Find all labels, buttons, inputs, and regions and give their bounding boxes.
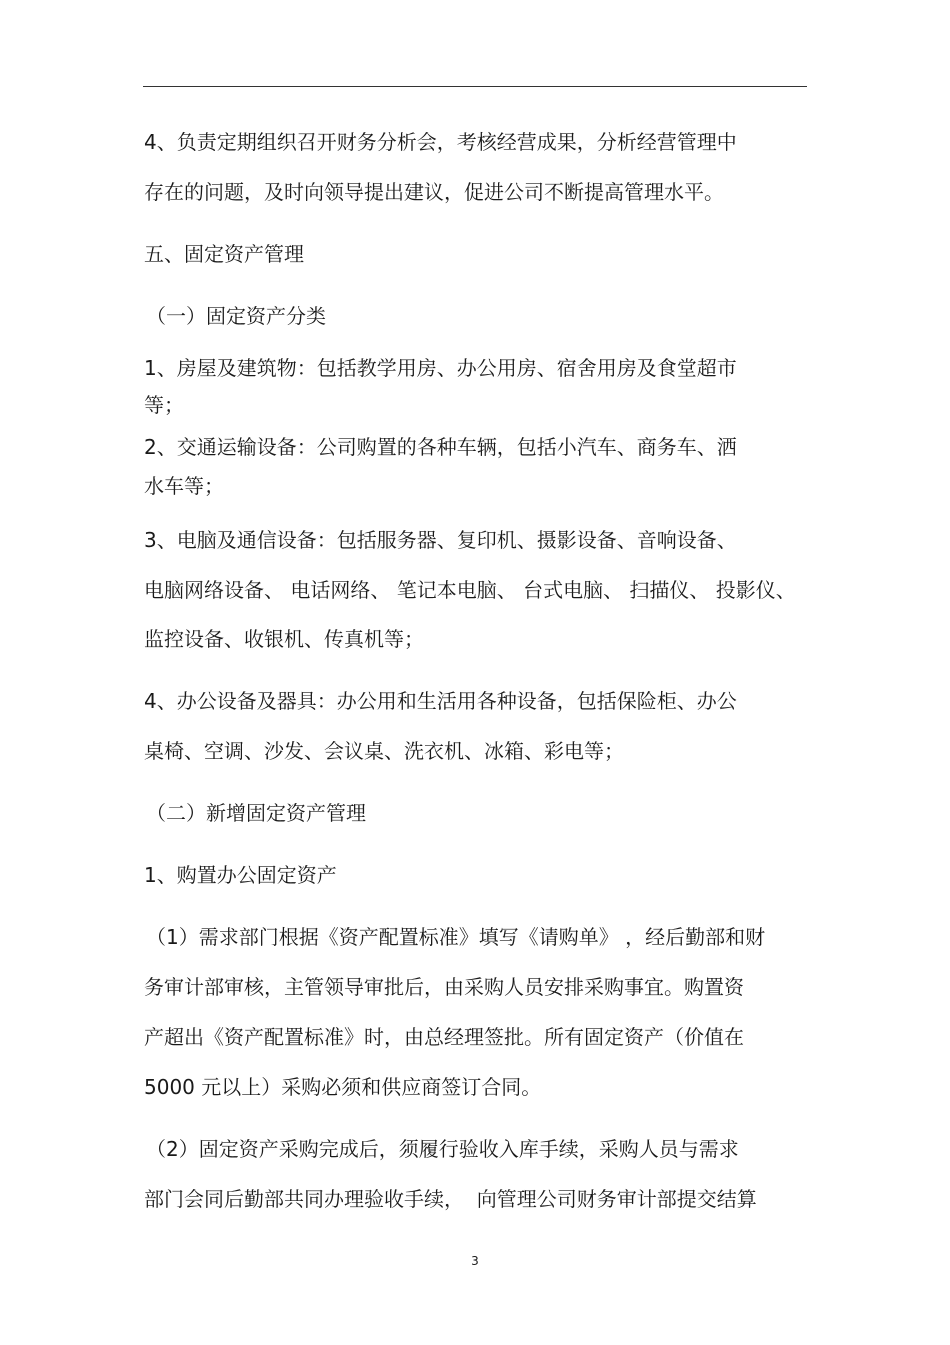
- text-line: 4、办公设备及器具：办公用和生活用各种设备，包括保险柜、办公: [144, 689, 737, 713]
- text-line: 存在的问题，及时向领导提出建议，促进公司不断提高管理水平。: [144, 180, 724, 204]
- text-line: 5000 元以上）采购必须和供应商签订合同。: [144, 1075, 542, 1099]
- text-line: 水车等；: [144, 474, 224, 498]
- text-line: （2）固定资产采购完成后，须履行验收入库手续，采购人员与需求: [146, 1137, 739, 1161]
- text-line: 务审计部审核，主管领导审批后，由采购人员安排采购事宜。购置资: [144, 975, 744, 999]
- text-line: （1）需求部门根据《资产配置标准》填写《请购单》 ，经后勤部和财: [146, 925, 766, 949]
- text-line: 产超出《资产配置标准》时，由总经理签批。所有固定资产（价值在: [144, 1025, 744, 1049]
- text-line: 电脑网络设备、 电话网络、 笔记本电脑、 台式电脑、 扫描仪、 投影仪、: [144, 578, 796, 602]
- text-line: 3、电脑及通信设备：包括服务器、复印机、摄影设备、音响设备、: [144, 528, 737, 552]
- subsection-heading: （一）固定资产分类: [146, 304, 326, 328]
- text-line: 等；: [144, 393, 184, 417]
- text-line: 4、负责定期组织召开财务分析会，考核经营成果，分析经营管理中: [144, 130, 737, 154]
- header-rule: [143, 86, 807, 87]
- subsection-heading: （二）新增固定资产管理: [146, 801, 366, 825]
- text-line: 部门会同后勤部共同办理验收手续， 向管理公司财务审计部提交结算: [144, 1187, 757, 1211]
- text-line: 监控设备、收银机、传真机等；: [144, 627, 424, 651]
- text-line: 桌椅、空调、沙发、会议桌、洗衣机、冰箱、彩电等；: [144, 739, 624, 763]
- section-heading: 五、固定资产管理: [144, 242, 304, 266]
- text-line: 2、交通运输设备：公司购置的各种车辆，包括小汽车、商务车、洒: [144, 435, 737, 459]
- text-line: 1、房屋及建筑物：包括教学用房、办公用房、宿舍用房及食堂超市: [144, 356, 737, 380]
- page-number: 3: [471, 1254, 479, 1268]
- text-line: 1、购置办公固定资产: [144, 863, 337, 887]
